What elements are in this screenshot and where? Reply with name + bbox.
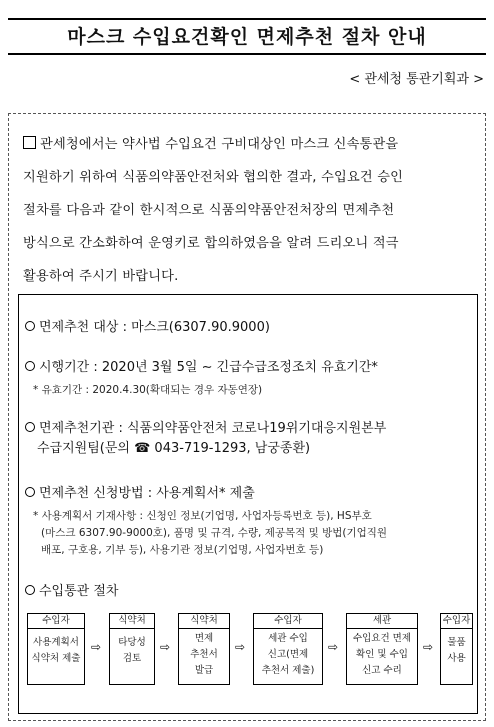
item-target <box>25 319 270 337</box>
flow-step-head: 식약처 <box>110 614 154 629</box>
title-block <box>8 18 486 55</box>
flow-step-text: 신고 수리 <box>362 665 402 676</box>
flow-step-head: 식약처 <box>179 614 229 629</box>
flow-step-head: 수입자 <box>28 614 84 629</box>
flow-step-4 <box>253 613 323 685</box>
item-method-text: 면제추천 신청방법 : 사용계획서* 제출 <box>39 486 255 501</box>
intro-line-2: 지원하기 위하여 식품의약품안전처와 협의한 결과, 수입요건 승인 <box>23 170 404 185</box>
item-target-text: 면제추천 대상 : 마스크(6307.90.9000) <box>39 320 270 335</box>
item-agency <box>25 420 386 438</box>
flow-step-text: 발급 <box>194 665 214 676</box>
procedure-flow <box>27 613 473 703</box>
circle-bullet-icon <box>25 422 35 432</box>
flow-step-text: 수입요건 면제 <box>352 633 412 644</box>
arrow-right-icon: ⇨ <box>91 640 102 654</box>
checkbox-square-icon <box>23 136 36 149</box>
flow-step-head: 수입자 <box>254 614 322 629</box>
flow-step-text: 신고(면제 <box>267 649 309 660</box>
title-rule-bottom <box>8 53 486 55</box>
intro-line-5: 활용하여 주시기 바랍니다. <box>23 269 179 284</box>
item-period <box>25 359 378 377</box>
item-agency-text: 면제추천기관 : 식품의약품안전처 코로나19위기대응지원본부 <box>39 421 387 436</box>
method-note-line-1: * 사용계획서 기재사항 : 신청인 정보(기업명, 사업자등록번호 등), HS부호 <box>33 510 372 522</box>
method-note-line-3: 배포, 구호용, 기부 등), 사용기관 정보(기업명, 사업자번호 등) <box>41 544 324 556</box>
flow-step-text: 검토 <box>122 653 142 664</box>
flow-step-head: 세관 <box>347 614 417 629</box>
item-method <box>25 485 255 503</box>
flow-step-text: 사용계획서 <box>33 637 79 648</box>
flow-step-head: 수입자 <box>441 614 472 629</box>
arrow-right-icon: ⇨ <box>160 640 171 654</box>
flow-step-text: 식약처 제출 <box>31 653 81 664</box>
intro-line-3: 절차를 다음과 같이 한시적으로 식품의약품안전처장의 면제추천 <box>23 203 395 218</box>
intro-line-1: 관세청에서는 약사법 수입요건 구비대상인 마스크 신속통관을 <box>40 137 399 152</box>
flow-step-2 <box>109 613 155 685</box>
circle-bullet-icon <box>25 487 35 497</box>
arrow-right-icon: ⇨ <box>328 640 339 654</box>
flow-step-5 <box>346 613 418 685</box>
page-title: 마스크 수입요건확인 면제추천 절차 안내 <box>67 26 427 48</box>
flow-step-text: 추천서 제출) <box>261 665 315 676</box>
details-box <box>18 294 478 714</box>
flow-step-3 <box>178 613 230 685</box>
period-note: * 유효기간 : 2020.4.30(확대되는 경우 자동연장) <box>33 384 263 396</box>
circle-bullet-icon <box>25 585 35 595</box>
department-label: < 관세청 통관기획과 > <box>349 72 484 87</box>
item-agency-line-2: 수급지원팀(문의 ☎ 043-719-1293, 남궁종환) <box>37 441 311 456</box>
flow-step-text: 물품 <box>447 637 466 648</box>
item-procedure <box>25 583 118 601</box>
method-note-line-2: (마스크 6307.90-9000호), 품명 및 규격, 수량, 제공목적 및 방법(기업직원 <box>41 527 388 539</box>
item-procedure-text: 수입통관 절차 <box>39 584 119 599</box>
flow-step-text: 사용 <box>447 653 466 664</box>
flow-step-1 <box>27 613 85 685</box>
item-period-text: 시행기간 : 2020년 3월 5일 ∼ 긴급수급조정조치 유효기간* <box>39 360 378 375</box>
arrow-right-icon: ⇨ <box>423 640 434 654</box>
intro-line-4: 방식으로 간소화하여 운영키로 합의하였음을 알려 드리오니 적극 <box>23 236 399 251</box>
flow-step-6 <box>440 613 473 685</box>
flow-step-text: 면제 <box>194 633 214 644</box>
notice-box <box>8 113 486 721</box>
circle-bullet-icon <box>25 361 35 371</box>
flow-step-text: 추천서 <box>190 649 218 660</box>
flow-step-text: 세관 수입 <box>268 633 308 644</box>
circle-bullet-icon <box>25 321 35 331</box>
arrow-right-icon: ⇨ <box>235 640 246 654</box>
flow-step-text: 타당성 <box>118 637 146 648</box>
intro-paragraph <box>23 128 473 293</box>
flow-step-text: 확인 및 수입 <box>356 649 408 660</box>
